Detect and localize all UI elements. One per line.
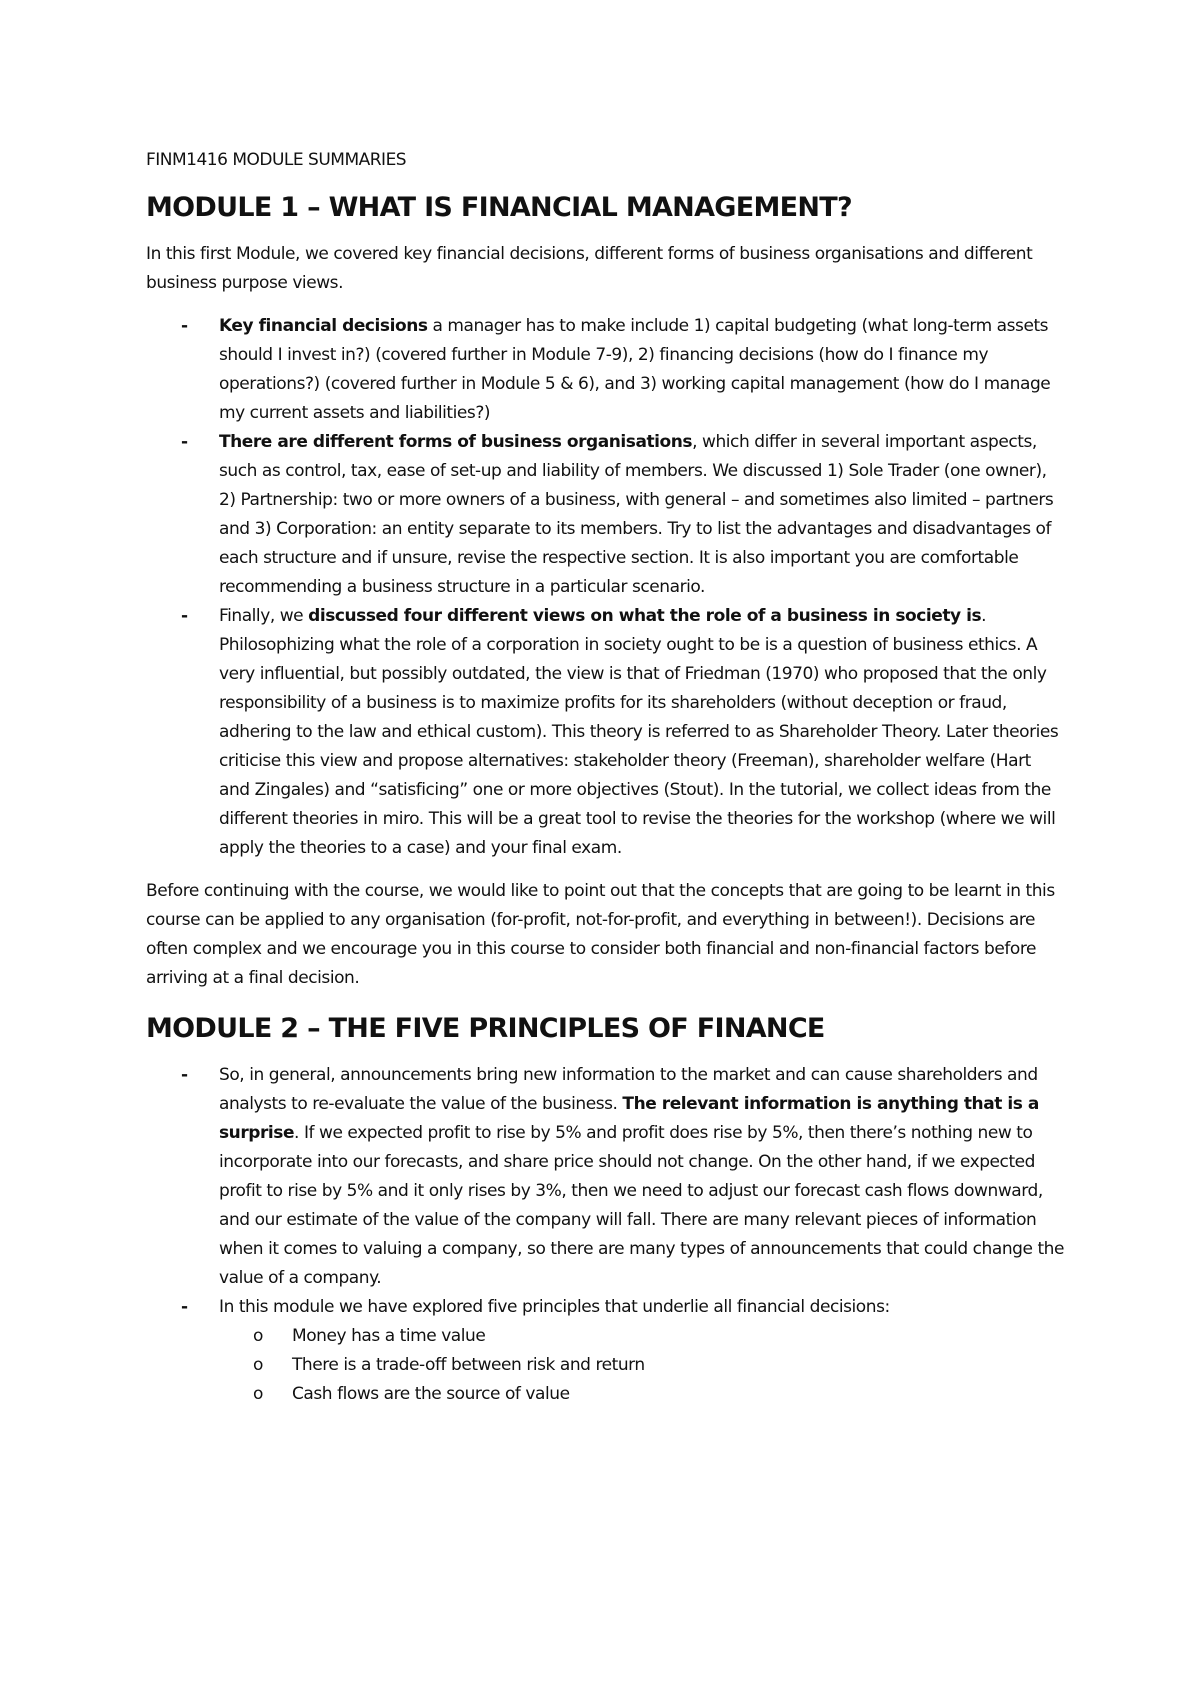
bullet-lead-bold: Key financial decisions [219,316,428,336]
sub-list-item [219,1322,1066,1351]
sub-list-item [219,1380,1066,1409]
bullet-text-pre: So, in general, announcements bring new information to the market and can cause shareholders and analysts to re-evaluate the value of the business. [219,1065,1038,1114]
bullet-text: . Philosophizing what the role of a corporation in society ought to be is a question of business ethics. A very influential, but possibly outdated, the view is that of Friedman (1970) who proposed that the only responsibility of a business is to maximize profits for its shareholders (without deception or fraud, adhering to the law and ethical custom). This theory is referred to as Shareholder Theory. Later theories criticise this view and propose alternatives: stakeholder theory (Freeman), shareholder welfare (Hart and Zingales) and “satisficing” one or more objectives (Stout). In the tutorial, we collect ideas from the different theories in miro. This will be a great tool to revise the theories for the workshop (where we will apply the theories to a case) and your final exam. [219,606,1059,858]
module-2-heading: MODULE 2 – THE FIVE PRINCIPLES OF FINANCE [146,1013,825,1044]
sub-list-item [219,1351,1066,1380]
module-1-intro: In this first Module, we covered key financial decisions, different forms of business organisations and different business purpose views. [146,244,1033,293]
dash-bullet-icon: - [181,1065,188,1085]
principles-sublist [219,1322,1066,1409]
dash-bullet-icon: - [181,1297,188,1317]
bullet-text: , which differ in several important aspects, such as control, tax, ease of set-up and liability of members. We discussed 1) Sole Trader (one owner), 2) Partnership: two or more owners of a business, with general – and sometimes also limited – partners and 3) Corporation: an entity separate to its members. Try to list the advantages and disadvantages of each structure and if unsure, revise the respective section. It is also important you are comfortable recommending a business structure in a particular scenario. [219,432,1054,597]
module-2-bullet-list [146,1061,1066,1409]
module-1-heading: MODULE 1 – WHAT IS FINANCIAL MANAGEMENT? [146,192,852,223]
module-1-bullet-list [146,312,1066,863]
dash-bullet-icon: - [181,606,188,626]
dash-bullet-icon: - [181,432,188,452]
bullet-lead-bold: The relevant information is anything that is a surprise [219,1094,1039,1143]
bullet-text: . If we expected profit to rise by 5% and profit does rise by 5%, then there’s nothing new to incorporate into our forecasts, and share price should not change. On the other hand, if we expected profit to rise by 5% and it only rises by 3%, then we need to adjust our forecast cash flows downward, and our estimate of the value of the company will fall. There are many relevant pieces of information when it comes to valuing a company, so there are many types of announcements that could change the value of a company. [219,1123,1065,1288]
bullet-lead-bold: discussed four different views on what the role of a business in society is [308,606,982,626]
list-item [146,602,1066,863]
document-content [146,148,1066,1423]
dash-bullet-icon: - [181,316,188,336]
circle-bullet-icon: o [253,1384,263,1404]
list-item [146,312,1066,428]
bullet-text: In this module we have explored five principles that underlie all financial decisions: [219,1297,890,1317]
list-item [146,1061,1066,1293]
circle-bullet-icon: o [253,1355,263,1375]
circle-bullet-icon: o [253,1326,263,1346]
sub-item-text: There is a trade-off between risk and return [292,1355,645,1375]
bullet-lead-bold: There are different forms of business organisations [219,432,693,452]
sub-item-text: Cash flows are the source of value [292,1384,570,1404]
list-item [146,428,1066,602]
document-label: FINM1416 MODULE SUMMARIES [146,150,407,170]
bullet-text: a manager has to make include 1) capital budgeting (what long-term assets should I invest in?) (covered further in Module 7-9), 2) financing decisions (how do I finance my operations?) (covered further in Module 5 & 6), and 3) working capital management (how do I manage my current assets and liabilities?) [219,316,1051,423]
bullet-text-pre: Finally, we [219,606,309,626]
sub-item-text: Money has a time value [292,1326,486,1346]
list-item [146,1293,1066,1409]
module-1-closing: Before continuing with the course, we would like to point out that the concepts that are going to be learnt in this course can be applied to any organisation (for-profit, not-for-profit, and everything in between!). Decisions are often complex and we encourage you in this course to consider both financial and non-financial factors before arriving at a final decision. [146,881,1055,988]
